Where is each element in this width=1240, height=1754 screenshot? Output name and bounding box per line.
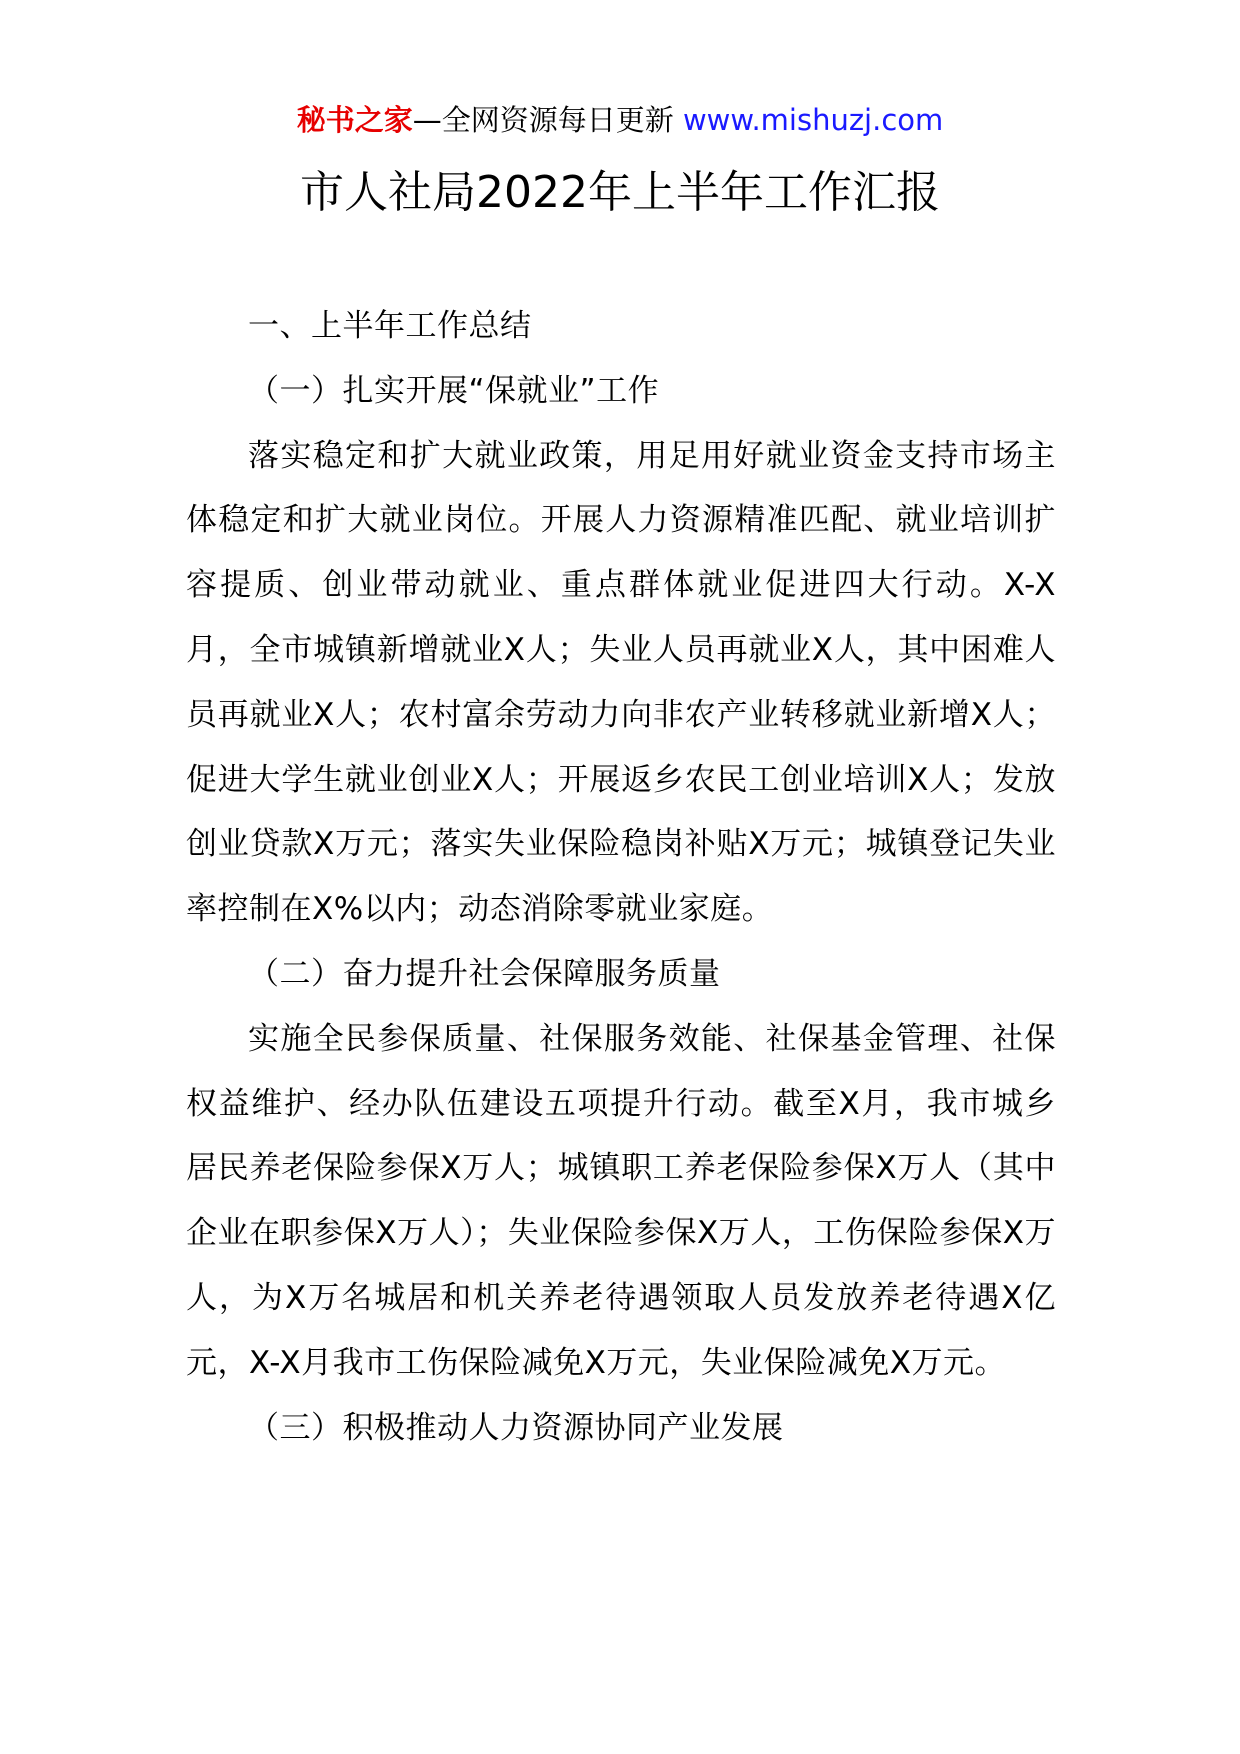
banner-slogan: —全网资源每日更新 <box>412 103 683 137</box>
body-paragraph: 实施全民参保质量、社保服务效能、社保基金管理、社保权益维护、经办队伍建设五项提升行动。截至X月，我市城乡居民养老保险参保X万人；城镇职工养老保险参保X万人（其中企业在职参保X万人）；失业保险参保X万人，工伤保险参保X万人，为X万名城居和机关养老待遇领取人员发放养老待遇X亿元，X-X月我市工伤保险减免X万元，失业保险减免X万元。 <box>186 1020 1056 1381</box>
subsection-heading: （三）积极推动人力资源协同产业发展 <box>248 1409 784 1446</box>
document-title: 市人社局2022年上半年工作汇报 <box>300 167 940 218</box>
body-paragraph: 落实稳定和扩大就业政策，用足用好就业资金支持市场主体稳定和扩大就业岗位。开展人力资源精准匹配、就业培训扩容提质、创业带动就业、重点群体就业促进四大行动。X-X月，全市城镇新增就业X人；失业人员再就业X人，其中困难人员再就业X人；农村富余劳动力向非农产业转移就业新增X人；促进大学生就业创业X人；开展返乡农民工创业培训X人；发放创业贷款X万元；落实失业保险稳岗补贴X万元；城镇登记失业率控制在X%以内；动态消除零就业家庭。 <box>186 437 1056 928</box>
subsection-heading: （一）扎实开展“保就业”工作 <box>248 372 660 409</box>
document-body <box>186 294 1056 1460</box>
section-heading: 一、上半年工作总结 <box>248 308 532 344</box>
banner-brand: 秘书之家 <box>296 103 413 137</box>
site-banner <box>0 100 1240 140</box>
banner-url: www.mishuzj.com <box>682 103 944 137</box>
subsection-heading: （二）奋力提升社会保障服务质量 <box>248 955 721 992</box>
